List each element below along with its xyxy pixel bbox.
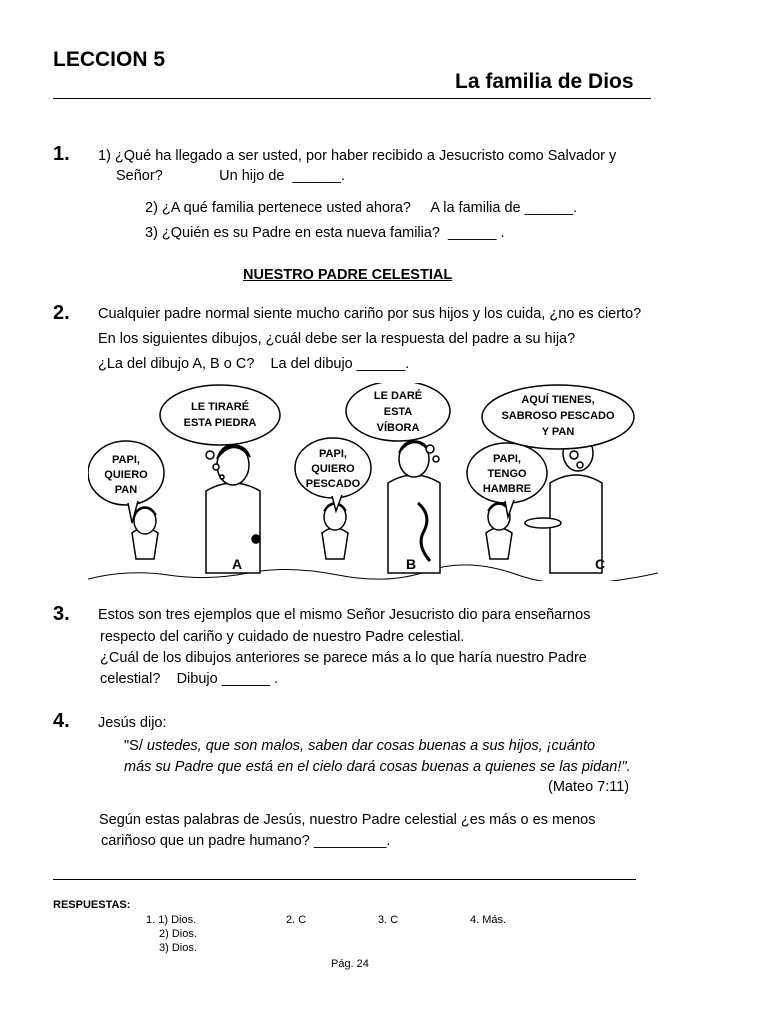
page-number: Pág. 24: [331, 958, 369, 970]
father-child-illustration: [88, 383, 658, 581]
answer-1-1: 1. 1) Dios.: [146, 914, 197, 926]
bubble-b-child-line-3: PESCADO: [305, 478, 361, 490]
bubble-a-father-line-1: LE TIRARÉ: [190, 401, 250, 413]
title-divider: [53, 98, 651, 99]
quote-open: "S/: [124, 738, 147, 754]
page-title: La familia de Dios: [455, 70, 634, 93]
question-4-intro: Jesús dijo:: [98, 715, 167, 731]
bubble-b-father-line-1: LE DARÉ: [373, 390, 423, 402]
question-4-line-1: Según estas palabras de Jesús, nuestro Padre celestial ¿es más o es menos: [99, 812, 596, 828]
section-heading: NUESTRO PADRE CELESTIAL: [243, 267, 453, 283]
drawing-label-c: C: [595, 556, 606, 572]
answers-divider: [53, 879, 636, 880]
bubble-a-child-line-3: PAN: [114, 484, 138, 496]
drawing-label-a: A: [232, 556, 243, 572]
bubble-c-child-line-1: PAPI,: [493, 453, 521, 465]
answer-4: 4. Más.: [470, 914, 507, 926]
question-1-line-2: Señor? Un hijo de ______.: [116, 168, 345, 184]
question-1-line-1: 1) ¿Qué ha llegado a ser usted, por haber recibido a Jesucristo como Salvador y: [98, 148, 617, 164]
question-1-number: 1.: [53, 143, 70, 165]
question-2-number: 2.: [53, 302, 70, 324]
bible-quote-line-1: [124, 736, 595, 757]
bubble-c-father-line-1: AQUÍ TIENES,: [521, 394, 595, 406]
question-1-line-3: 2) ¿A qué familia pertenece usted ahora? A la familia de ______.: [145, 200, 578, 216]
question-3-line-2: respecto del cariño y cuidado de nuestro Padre celestial.: [100, 629, 465, 645]
bubble-b-father-line-2: ESTA: [383, 406, 413, 418]
question-1-line-4: 3) ¿Quién es su Padre en esta nueva familia? ______ .: [145, 225, 505, 241]
bubble-c-father-line-3: Y PAN: [541, 426, 575, 438]
question-4-line-2: cariñoso que un padre humano? _________.: [101, 833, 391, 849]
question-3-line-4: celestial? Dibujo ______ .: [100, 671, 279, 687]
question-2-line-2: En los siguientes dibujos, ¿cuál debe ser la respuesta del padre a su hija?: [98, 331, 576, 347]
bubble-b-father-line-3: VÍBORA: [376, 422, 420, 434]
scene-a-child: [132, 507, 158, 559]
answers-title: RESPUESTAS:: [53, 899, 131, 911]
bubble-c-father-line-2: SABROSO PESCADO: [501, 410, 615, 422]
question-4-number: 4.: [53, 710, 70, 732]
drawing-label-b: B: [406, 556, 417, 572]
question-3-line-3: ¿Cuál de los dibujos anteriores se parece más a lo que haría nuestro Padre: [100, 650, 587, 666]
question-3-number: 3.: [53, 603, 70, 625]
bible-reference: (Mateo 7:11): [548, 779, 630, 795]
bubble-c-child-line-3: HAMBRE: [482, 483, 532, 495]
bubble-b-child-line-1: PAPI,: [319, 448, 347, 460]
answer-3: 3. C: [378, 914, 399, 926]
bible-quote-line-2: [124, 757, 631, 778]
answer-1-2: 2) Dios.: [159, 928, 197, 940]
bubble-a-father-line-2: ESTA PIEDRA: [183, 417, 257, 429]
question-3-line-1: Estos son tres ejemplos que el mismo Señor Jesucristo dio para enseñarnos: [98, 607, 591, 623]
scene-b-child: [322, 503, 348, 559]
lesson-number: LECCION 5: [53, 48, 166, 71]
question-2-line-1: Cualquier padre normal siente mucho cariño por sus hijos y los cuida, ¿no es cierto?: [98, 306, 642, 322]
answer-1-3: 3) Dios.: [159, 942, 197, 954]
bubble-c-child-line-2: TENGO: [487, 468, 527, 480]
quote-text-2: más su Padre que está en el cielo dará cosas buenas a quienes se las pidan!".: [124, 759, 631, 775]
bubble-a-child-line-2: QUIERO: [104, 469, 148, 481]
quote-text-1: ustedes, que son malos, saben dar cosas buenas a sus hijos, ¡cuánto: [146, 738, 596, 754]
question-2-line-3: ¿La del dibujo A, B o C? La del dibujo ______.: [98, 356, 410, 372]
bubble-a-child-line-1: PAPI,: [112, 454, 140, 466]
bubble-b-child-line-2: QUIERO: [311, 463, 355, 475]
scene-b-father: [388, 441, 440, 573]
answer-2: 2. C: [286, 914, 307, 926]
